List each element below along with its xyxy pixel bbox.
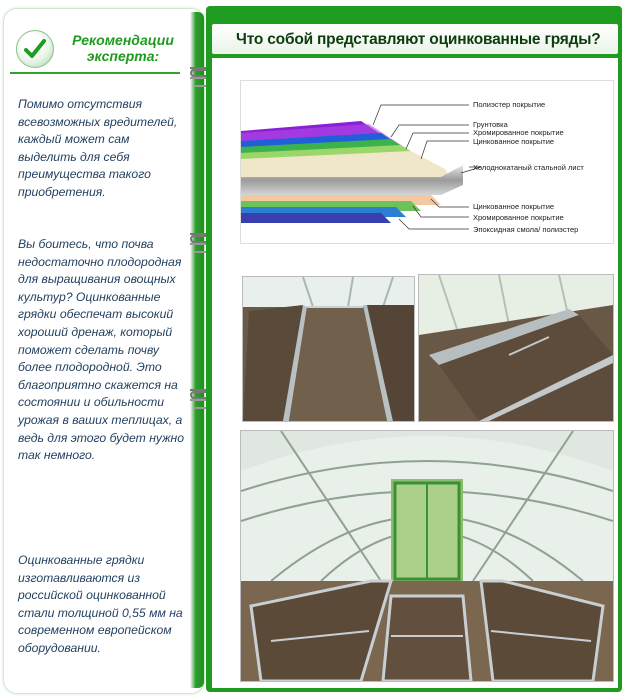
label-chrome-coating-top: Хромированное покрытие bbox=[473, 128, 564, 137]
label-primer: Грунтовка bbox=[473, 120, 508, 129]
label-polyester-coating: Полиэстер покрытие bbox=[473, 100, 546, 109]
label-epoxy: Эпоксидная смола/ полиэстер bbox=[473, 225, 579, 234]
check-icon bbox=[16, 30, 54, 68]
expert-title: Рекомендации эксперта: bbox=[72, 32, 174, 64]
sidebar-paragraph-1: Помимо отсутствия всевозможных вредителей, каждый может сам выделить для себя преимущества такого приобретения. bbox=[18, 97, 178, 199]
label-zinc-coating-top: Цинкованное покрытие bbox=[473, 137, 555, 146]
expert-header bbox=[16, 26, 186, 76]
coating-layers-diagram bbox=[240, 80, 614, 244]
sidebar-paragraph-3: Оцинкованные грядки изготавливаются из российской оцинкованной стали толщиной 0,55 мм на современном европейском оборудовании. bbox=[18, 553, 183, 655]
sidebar-paragraph-2: Вы боитесь, что почва недостаточно плодородная для выращивания овощных культур? Оцинкованные грядки обеспечат высокий хороший дренаж, который поможет сделать почву более плодородной. Это благоприятно скажется на состоянии и обильности урожая в ваших теплицах, а ведь для этого будет нужно так немного. bbox=[18, 237, 185, 463]
header-divider bbox=[10, 72, 180, 74]
photo-galvanized-beds-left bbox=[242, 276, 415, 422]
label-chrome-coating-bottom: Хромированное покрытие bbox=[473, 213, 564, 222]
photo-galvanized-bed-right bbox=[418, 274, 614, 422]
sidebar-edge-strip bbox=[190, 12, 204, 688]
label-steel-sheet: Холоднокатаный стальной лист bbox=[473, 163, 584, 172]
photo-greenhouse-interior bbox=[240, 430, 614, 682]
label-zinc-coating-bottom: Цинкованное покрытие bbox=[473, 202, 555, 211]
page-title: Что собой представляют оцинкованные гряды? bbox=[236, 31, 601, 48]
